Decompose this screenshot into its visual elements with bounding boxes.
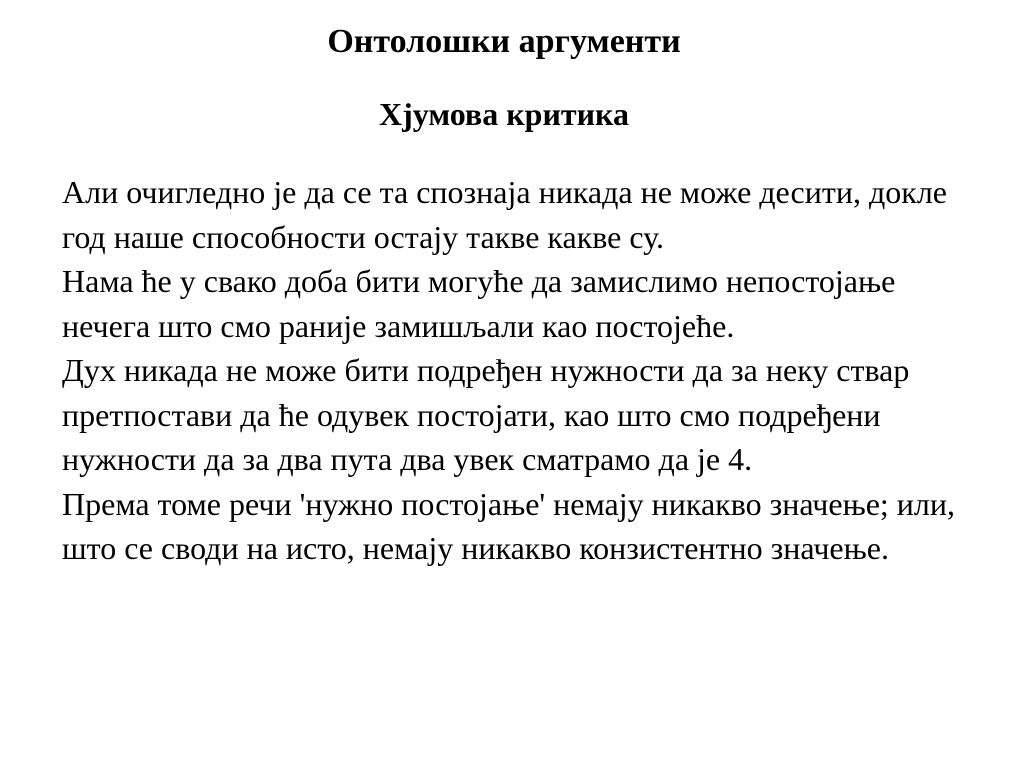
- paragraph-2: Нама ће у свако доба бити могуће да замислимо непостојање нечега што смо раније замишљали као постојеће.: [62, 263, 896, 344]
- paragraph-4: Према томе речи 'нужно постојање' немају никакво значење; или, што се своди на исто, немају никакво конзистентно значење.: [62, 485, 956, 566]
- slide-subtitle: Хјумова критика: [379, 96, 629, 132]
- paragraph-1: Али очигледно је да се та спознаја никада не може десити, докле год наше способности остају такве какве су.: [62, 174, 947, 255]
- slide-title: Онтолошки аргументи: [327, 23, 681, 60]
- paragraph-3: Дух никада не може бити подређен нужности да за неку ствар претпостави да ће одувек постојати, као што смо подређени нужности да за два пута два увек сматрамо да је 4.: [62, 352, 910, 477]
- slide-body: [62, 170, 972, 571]
